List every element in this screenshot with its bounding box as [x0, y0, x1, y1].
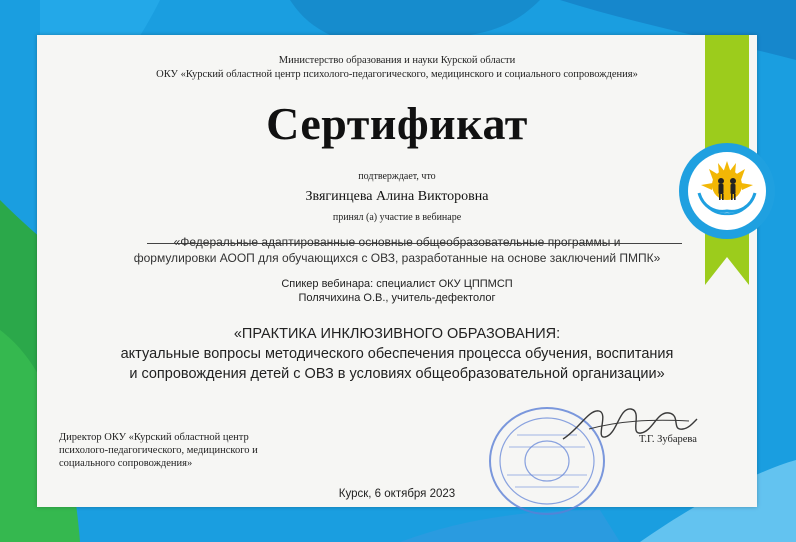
topic-line-3: и сопровождения детей с ОВЗ в условиях общеобразовательной организации» [129, 366, 665, 382]
certificate-title: Сертификат [266, 98, 528, 149]
topic-line-2: актуальные вопросы методического обеспечения процесса обучения, воспитания [120, 346, 674, 362]
director-name: Т.Г. Зубарева [639, 434, 697, 445]
topic-line-1: «ПРАКТИКА ИНКЛЮЗИВНОГО ОБРАЗОВАНИЯ: [233, 326, 561, 342]
director-line-1: Директор ОКУ «Курский областной центр [59, 432, 249, 443]
confirms-text: подтверждает, что [358, 171, 436, 182]
ministry-text: Министерство образования и науки Курской области [278, 55, 516, 66]
director-line-3: социального сопровождения» [59, 458, 193, 469]
director-title [59, 431, 258, 470]
program-line-1: «Федеральные адаптированные основные общеобразовательные программы и [173, 235, 621, 249]
certificate-card [37, 35, 757, 507]
program-line-2: формулировки АООП для обучающихся с ОВЗ, разработанные на основе заключений ПМПК» [133, 251, 661, 265]
organization-text: ОКУ «Курский областной центр психолого-педагогического, медицинского и социального сопровождения» [156, 69, 638, 80]
speaker-line-2: Полячихина О.В., учитель-дефектолог [298, 292, 496, 304]
speaker-line-1: Спикер вебинара: специалист ОКУ ЦППМСП [281, 278, 513, 290]
recipient-name: Звягинцева Алина Викторовна [305, 189, 489, 204]
participation-text: принял (а) участие в вебинаре [332, 212, 462, 223]
director-line-2: психолого-педагогического, медицинского и [59, 445, 258, 456]
place-date: Курск, 6 октября 2023 [338, 488, 456, 500]
